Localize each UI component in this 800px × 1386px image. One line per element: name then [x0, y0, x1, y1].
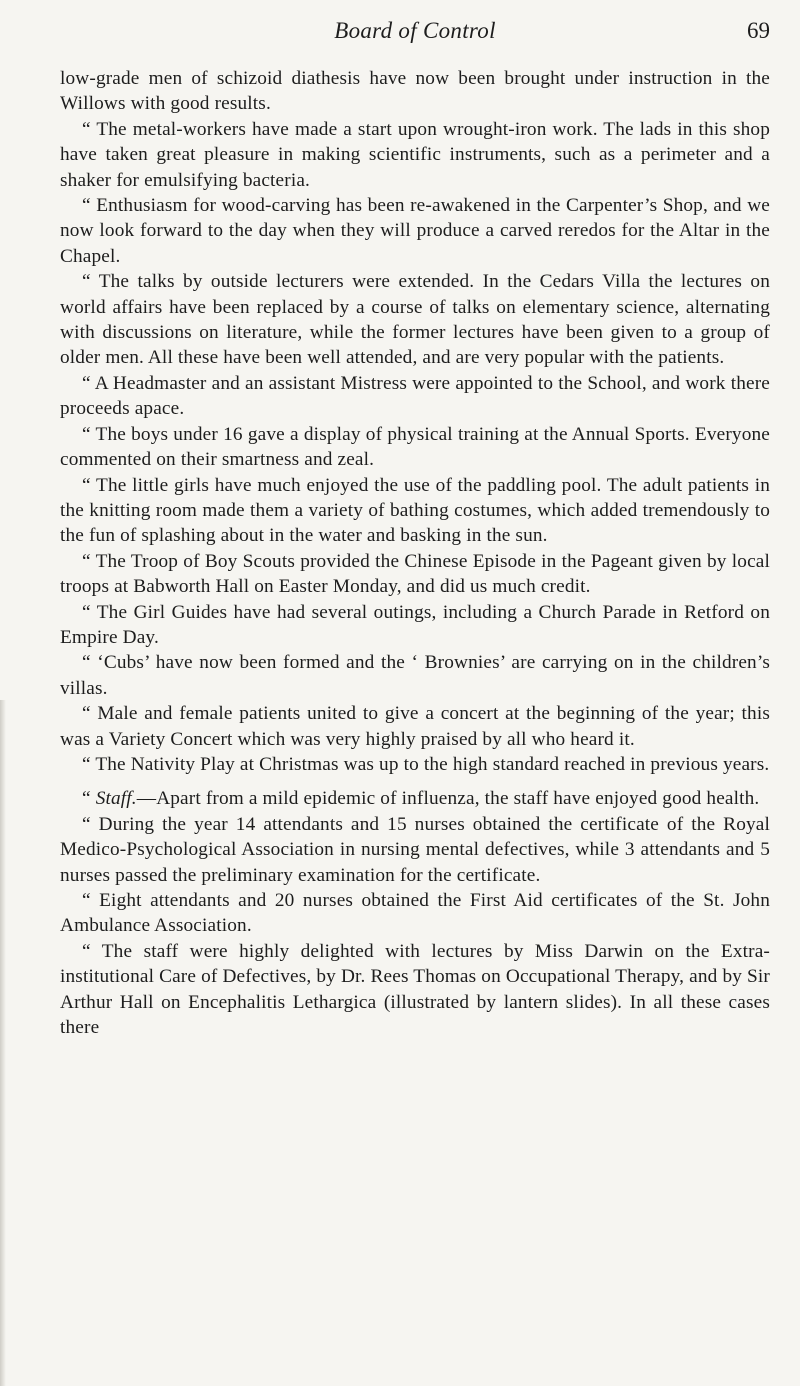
paragraph-4: “ The talks by outside lecturers were extended. In the Cedars Villa the lectures on world affairs have been replaced by a course of talks on elementary science, alternating with discussions on literature, while the former lectures have been given to a group of older men. All these have been well attended, and are very popular with the patients.	[60, 271, 770, 369]
page-binding-edge	[0, 700, 6, 1386]
quote-open: “	[82, 788, 96, 810]
body-text	[60, 66, 770, 1040]
paragraph-1: low-grade men of schizoid diathesis have now been brought under instruction in the Willows with good results.	[60, 68, 770, 115]
section-run-in-heading: Staff.	[95, 788, 137, 810]
paragraph-16: “ The staff were highly delighted with lectures by Miss Darwin on the Extra-institutional Care of Defectives, by Dr. Rees Thomas on Occupational Therapy, and by Sir Arthur Hall on Encephalitis Lethargica (illustrated by lantern slides). In all these cases there	[60, 940, 770, 1039]
paragraph-12: “ The Nativity Play at Christmas was up to the high standard reached in previous years.	[82, 753, 770, 775]
paragraph-15: “ Eight attendants and 20 nurses obtained the First Aid certificates of the St. John Ambulance Association.	[60, 890, 770, 937]
page-header	[60, 18, 770, 48]
paragraph-3: “ Enthusiasm for wood-carving has been re-awakened in the Carpenter’s Shop, and we now look forward to the day when they will produce a carved reredos for the Altar in the Chapel.	[60, 195, 770, 267]
paragraph-5: “ A Headmaster and an assistant Mistress were appointed to the School, and work there proceeds apace.	[60, 372, 770, 420]
paragraph-7: “ The little girls have much enjoyed the use of the paddling pool. The adult patients in the knitting room made them a variety of bathing costumes, which added tremendously to the fun of splashing about in the water and basking in the sun.	[60, 474, 770, 547]
paragraph-10: “ ‘Cubs’ have now been formed and the ‘ Brownies’ are carrying on in the children’s villas.	[60, 652, 770, 699]
paragraph-11: “ Male and female patients united to give a concert at the beginning of the year; this was a Variety Concert which was very highly praised by all who heard it.	[60, 703, 770, 750]
running-head: Board of Control	[334, 18, 496, 43]
paragraph-8: “ The Troop of Boy Scouts provided the Chinese Episode in the Pageant given by local troops at Babworth Hall on Easter Monday, and did us much credit.	[60, 550, 770, 598]
paragraph-14: “ During the year 14 attendants and 15 nurses obtained the certificate of the Royal Medico-Psychological Association in nursing mental defectives, while 3 attendants and 5 nurses passed the preliminary examination for the certificate.	[60, 813, 770, 886]
paragraph-6: “ The boys under 16 gave a display of physical training at the Annual Sports. Everyone commented on their smartness and zeal.	[60, 423, 770, 471]
paragraph-13	[60, 786, 770, 811]
paragraph-9: “ The Girl Guides have had several outings, including a Church Parade in Retford on Empire Day.	[60, 601, 770, 648]
paragraph-13-text: —Apart from a mild epidemic of influenza, the staff have enjoyed good health.	[136, 788, 760, 810]
page-number: 69	[747, 18, 770, 43]
paragraph-2: “ The metal-workers have made a start upon wrought-iron work. The lads in this shop have taken great pleasure in making scientific instruments, such as a perimeter and a shaker for emulsifying bacteria.	[60, 118, 770, 191]
